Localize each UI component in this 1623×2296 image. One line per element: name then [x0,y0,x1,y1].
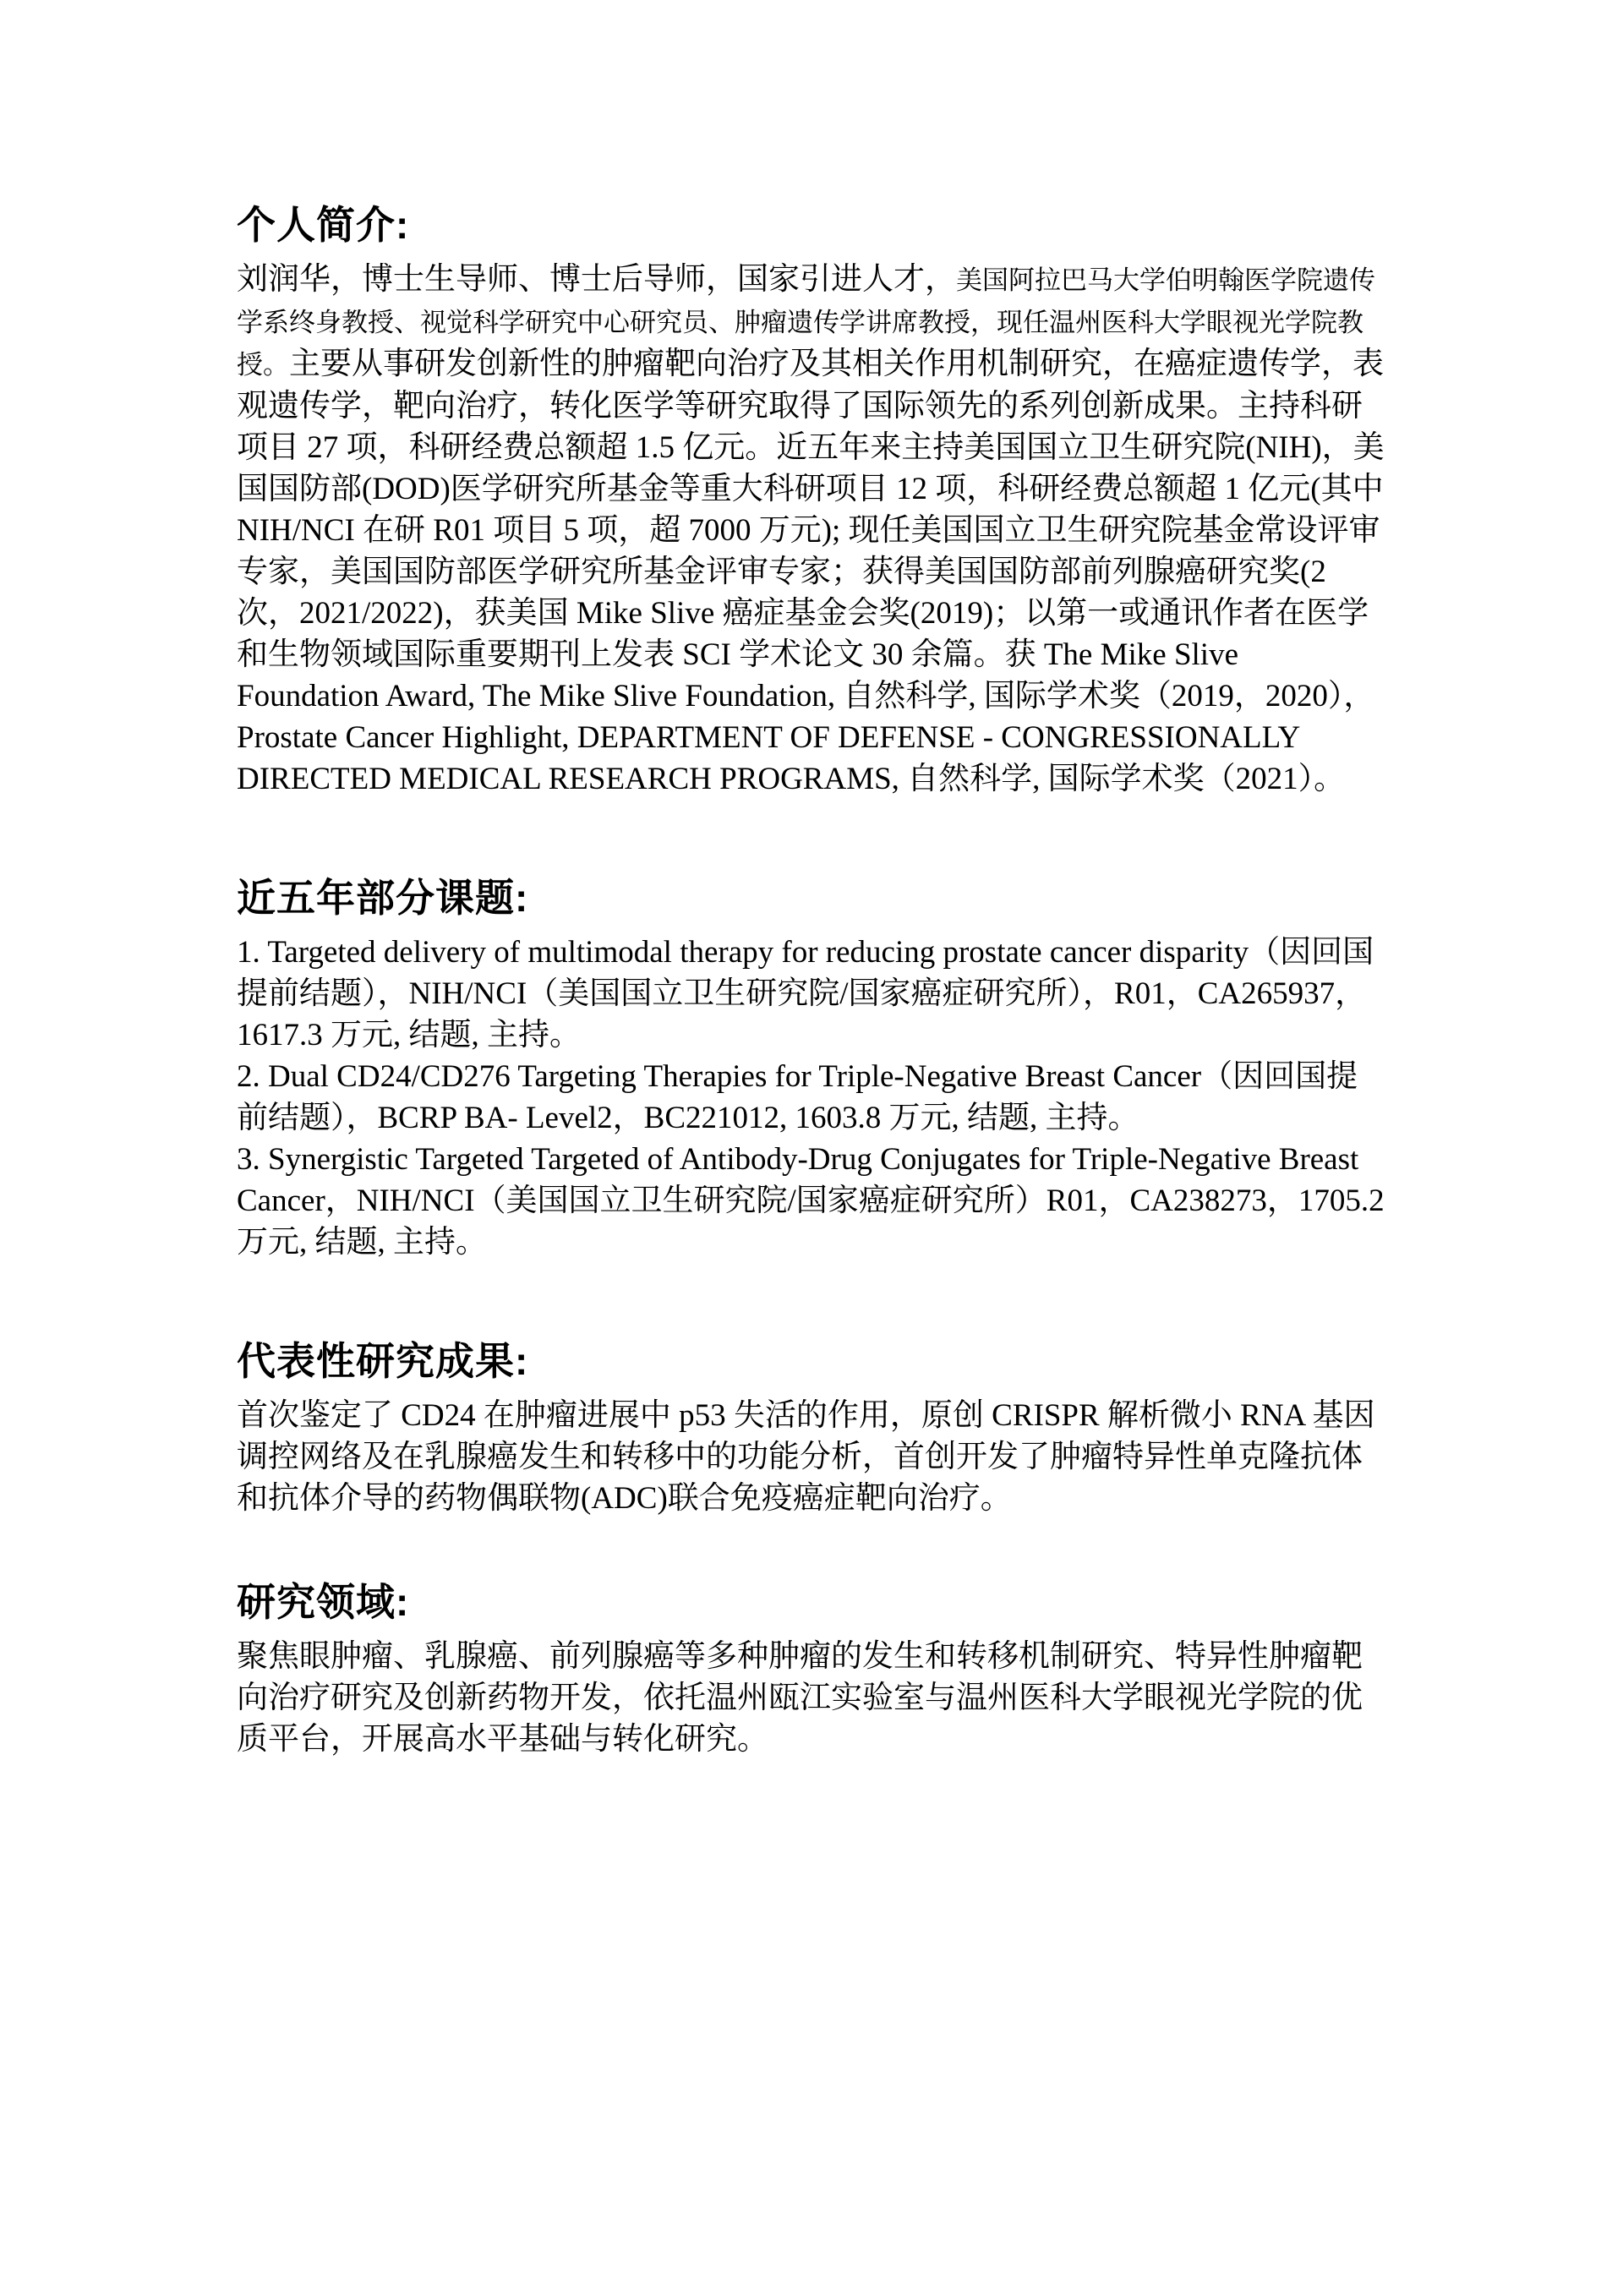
research-fields-heading: 研究领域: [237,1580,410,1624]
projects-heading: 近五年部分课题: [237,876,529,920]
profile-heading: 个人简介: [237,203,410,247]
project-item-2: 2. Dual CD24/CD276 Targeting Therapies for Triple-Negative Breast Cancer（因回国提前结题），BCRP BA- Level2，BC221012, 1603.8 万元, 结题, 主持。 [237,1059,1358,1135]
project-item-3: 3. Synergistic Targeted Targeted of Antibody-Drug Conjugates for Triple-Negative Breast Cancer，NIH/NCI（美国国立卫生研究院/国家癌症研究所）R01，CA238273，1705.2 万元, 结题, 主持。 [237,1142,1385,1260]
profile-text-titles: 美国阿拉巴马大学伯明翰医学院遗传学系终身教授、视觉科学研究中心研究员、肿瘤遗传学讲席教授，现任温州医科大学眼视光学院教授。 [237,265,1375,380]
profile-text-main: 主要从事研发创新性的肿瘤靶向治疗及其相关作用机制研究，在癌症遗传学，表观遗传学，靶向治疗，转化医学等研究取得了国际领先的系列创新成果。主持科研项目 27 项，科研经费总额超 1.5 亿元。近五年来主持美国国立卫生研究院(NIH)，美国国防部(DOD)医学研究所基金等重大科研项目 12 项，科研经费总额超 1 亿元(其中 NIH/NCI 在研 R01 项目 5 项，超 7000 万元); 现任美国国立卫生研究院基金常设评审专家，美国国防部医学研究所基金评审专家；获得美国国防部前列腺癌研究奖(2 次，2021/2022)，获美国 Mike Slive 癌症基金会奖(2019)；以第一或通讯作者在医学和生物领域国际重要期刊上发表 SCI 学术论文 30 余篇。获 The Mike Slive Foundation Award, The Mike Slive Foundation, 自然科学, 国际学术奖（2019，2020），Prostate Cancer Highlight, DEPARTMENT OF DEFENSE - CONGRESSIONALLY DIRECTED MEDICAL RESEARCH PROGRAMS, 自然科学, 国际学术奖（2021）。 [237,347,1385,796]
section-profile [237,201,1388,800]
document-content [237,201,1388,1760]
achievements-heading: 代表性研究成果: [237,1339,529,1383]
projects-list [237,932,1388,1263]
profile-paragraph [237,259,1388,800]
profile-text-intro: 刘润华，博士生导师、博士后导师，国家引进人才， [237,262,956,297]
achievements-paragraph: 首次鉴定了 CD24 在肿瘤进展中 p53 失活的作用，原创 CRISPR 解析微小 RNA 基因调控网络及在乳腺癌发生和转移中的功能分析，首创开发了肿瘤特异性单克隆抗体和抗体介导的药物偶联物(ADC)联合免疫癌症靶向治疗。 [237,1398,1375,1516]
research-fields-paragraph: 聚焦眼肿瘤、乳腺癌、前列腺癌等多种肿瘤的发生和转移机制研究、特异性肿瘤靶向治疗研究及创新药物开发，依托温州瓯江实验室与温州医科大学眼视光学院的优质平台，开展高水平基础与转化研究。 [237,1639,1363,1757]
project-item-1: 1. Targeted delivery of multimodal therapy for reducing prostate cancer disparity（因回国提前结题），NIH/NCI（美国国立卫生研究院/国家癌症研究所），R01，CA265937，1617.3 万元, 结题, 主持。 [237,935,1374,1052]
section-achievements [237,1337,1388,1519]
section-research-fields [237,1578,1388,1760]
section-projects [237,874,1388,1263]
